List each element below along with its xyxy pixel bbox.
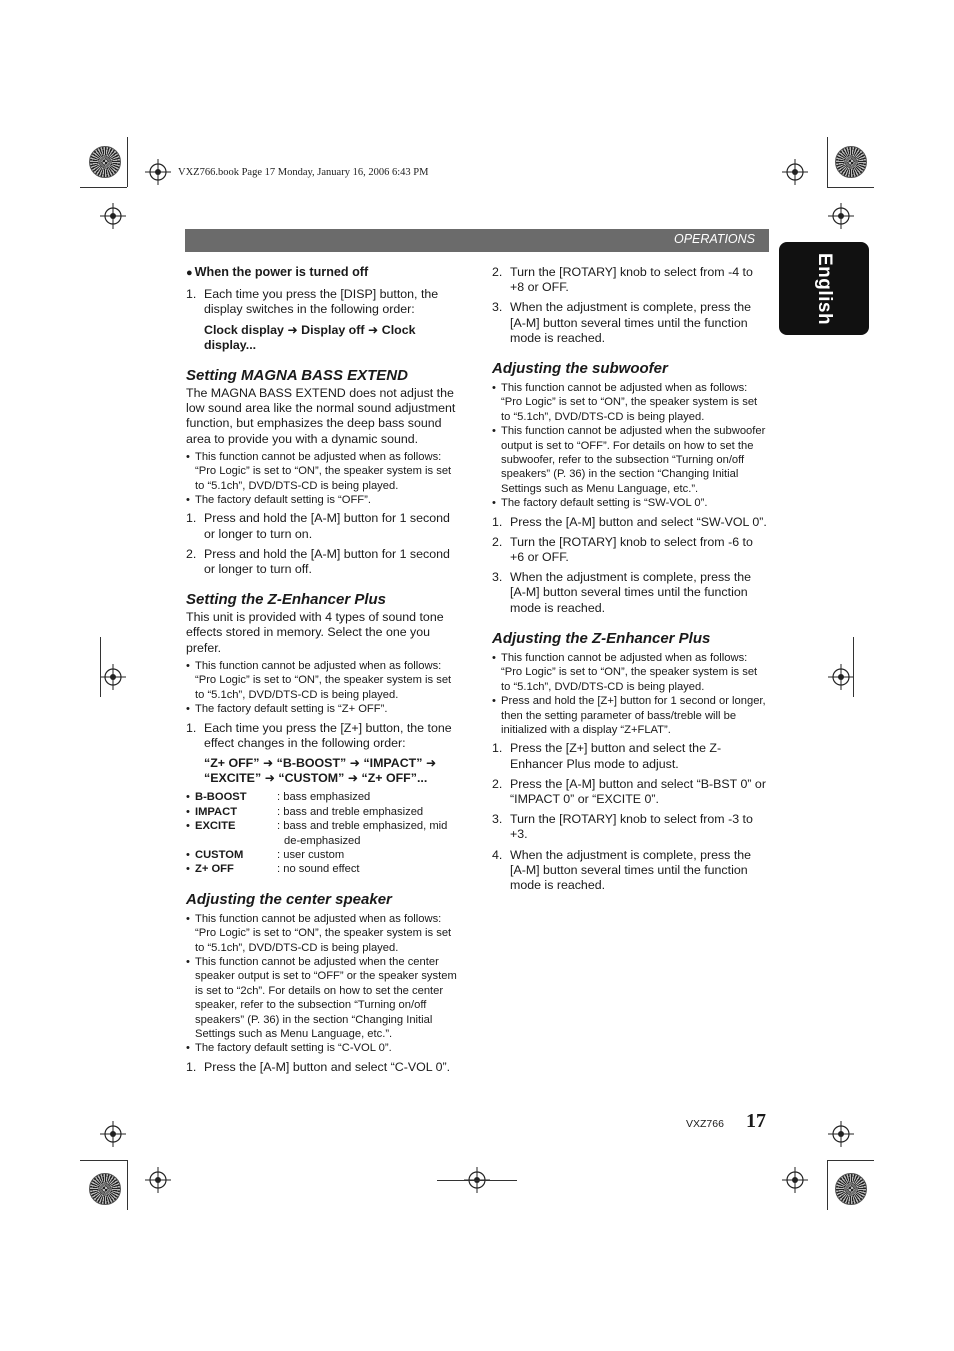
step-item: 1. Each time you press the [Z+] button, the tone effect changes in the following order: — [186, 720, 452, 750]
list-item: • IMPACT : bass and treble emphasized — [186, 805, 462, 819]
bullet-icon: ● — [186, 267, 193, 279]
step-item: 2. Turn the [ROTARY] knob to select from -4 to +8 or OFF. — [492, 265, 753, 295]
magna-section-title: Setting MAGNA BASS EXTEND — [186, 367, 408, 385]
trim-mark — [80, 187, 127, 188]
note-item: • The factory default setting is “OFF”. — [186, 493, 462, 507]
z-enhancer-sequence: “Z+ OFF” ➜ “B-BOOST” ➜ “IMPACT” ➜ “EXCITE” ➜ “CUSTOM” ➜ “Z+ OFF”... — [204, 755, 437, 786]
center-speaker-steps — [186, 1060, 462, 1075]
crosshair-mark-bottom-right — [782, 1167, 808, 1193]
trim-mark — [827, 187, 874, 188]
step-item: 1. Press the [Z+] button and select the Z-Enhancer Plus mode to adjust. — [492, 741, 722, 771]
step-item: 1. Press and hold the [A-M] button for 1 second or longer to turn on. — [186, 511, 450, 541]
note-item: • This function cannot be adjusted when as follows: “Pro Logic” is set to “ON”, the speaker system is set to “5.1ch”, DVD/DTS-CD is being played. — [492, 651, 768, 694]
note-item: • Press and hold the [Z+] button for 1 second or longer, then the setting parameter of bass/treble will be initialized with a display “Z+FLAT”. — [492, 694, 768, 737]
step-item: 2. Press and hold the [A-M] button for 1 second or longer to turn off. — [186, 546, 450, 577]
z-enhancer-steps — [186, 721, 462, 751]
power-off-heading: ● When the power is turned off — [186, 265, 369, 279]
note-item: • This function cannot be adjusted when as follows: “Pro Logic” is set to “ON”, the speaker system is set to “5.1ch”, DVD/DTS-CD is being played. — [186, 659, 462, 702]
color-registration-rosette-bottom-left — [89, 1173, 121, 1205]
print-info-line: VXZ766.book Page 17 Monday, January 16, 2006 6:43 PM — [178, 167, 429, 178]
z-enhancer-section-title: Setting the Z-Enhancer Plus — [186, 591, 387, 609]
trim-mark — [437, 1180, 517, 1181]
note-item: • This function cannot be adjusted when as follows: “Pro Logic” is set to “ON”, the speaker system is set to “5.1ch”, DVD/DTS-CD is being played. — [492, 381, 768, 424]
step-item: 1. Press the [A-M] button and select “SW-VOL 0”. — [492, 514, 767, 529]
list-item: • EXCITE : bass and treble emphasized, mid de-emphasized — [186, 819, 462, 848]
section-header-label: OPERATIONS — [673, 232, 755, 246]
magna-body: The MAGNA BASS EXTEND does not adjust the low sound area like the normal sound adjustment function, but emphasizes the deep bass sound area to provide you with a dynamic sound. — [186, 386, 456, 446]
z-enhancer-body: This unit is provided with 4 types of sound tone effects stored in memory. Select the one you prefer. — [186, 610, 444, 655]
subwoofer-notes — [492, 381, 768, 511]
color-registration-rosette-top-right — [835, 146, 867, 178]
trim-mark — [827, 1160, 828, 1210]
trim-mark — [127, 1160, 128, 1210]
crosshair-mark-upper-left — [100, 203, 126, 229]
note-item: • This function cannot be adjusted when the center speaker output is set to “OFF” or the speaker system is set to “2ch”. For details on how to set the center speaker, refer to the subsection “Turning on/off speakers” (P. 36) in the section “Changing Initial Settings such as Menu Language, etc.”. — [186, 955, 462, 1041]
trim-mark — [827, 1160, 874, 1161]
center-speaker-notes — [186, 912, 462, 1056]
step-item: 3. Turn the [ROTARY] knob to select from -3 to +3. — [492, 812, 753, 842]
footer-model-number: VXZ766 — [686, 1118, 724, 1130]
list-item: • Z+ OFF : no sound effect — [186, 862, 462, 876]
step-item: 2. Turn the [ROTARY] knob to select from -6 to +6 or OFF. — [492, 534, 753, 565]
sound-mode-list — [186, 790, 462, 876]
color-registration-rosette-bottom-right — [835, 1173, 867, 1205]
magna-notes — [186, 450, 462, 508]
magna-steps — [186, 511, 462, 577]
note-item: • The factory default setting is “SW-VOL 0”. — [492, 496, 768, 510]
z-enhancer-adjust-steps — [492, 741, 768, 893]
center-speaker-steps-continued — [492, 265, 768, 346]
step-item: 3. When the adjustment is complete, press the [A-M] button several times until the function mode is reached. — [492, 570, 752, 615]
subwoofer-section-title: Adjusting the subwoofer — [492, 360, 668, 378]
list-item: • B-BOOST : bass emphasized — [186, 790, 462, 804]
language-tab-label: English — [814, 252, 835, 325]
crosshair-mark-top-right — [782, 159, 808, 185]
z-enhancer-adjust-section-title: Adjusting the Z-Enhancer Plus — [492, 629, 711, 647]
crosshair-mark-mid-left — [100, 664, 126, 690]
center-speaker-section-title: Adjusting the center speaker — [186, 890, 392, 908]
crosshair-mark-lower-left — [100, 1121, 126, 1147]
crosshair-mark-top-left — [145, 159, 171, 185]
note-item: • The factory default setting is “Z+ OFF”. — [186, 702, 462, 716]
crosshair-mark-upper-right — [828, 203, 854, 229]
trim-mark — [100, 637, 101, 697]
crosshair-mark-lower-right — [828, 1121, 854, 1147]
right-column — [492, 265, 768, 898]
color-registration-rosette-top-left — [89, 146, 121, 178]
step-item: 1. Each time you press the [DISP] button, the display switches in the following order: — [186, 287, 439, 317]
step-item: 2. Press the [A-M] button and select “B-BST 0” or “IMPACT 0” or “EXCITE 0”. — [492, 776, 766, 806]
z-enhancer-notes — [186, 659, 462, 717]
trim-mark — [80, 1160, 127, 1161]
step-item: 1. Press the [A-M] button and select “C-VOL 0”. — [186, 1059, 451, 1074]
note-item: • This function cannot be adjusted when as follows: “Pro Logic” is set to “ON”, the speaker system is set to “5.1ch”, DVD/DTS-CD is being played. — [186, 912, 462, 955]
step-item: 3. When the adjustment is complete, press the [A-M] button several times until the function mode is reached. — [492, 300, 752, 345]
trim-mark — [853, 637, 854, 697]
step-item: 4. When the adjustment is complete, press the [A-M] button several times until the function mode is reached. — [492, 847, 752, 892]
note-item: • This function cannot be adjusted when as follows: “Pro Logic” is set to “ON”, the speaker system is set to “5.1ch”, DVD/DTS-CD is being played. — [186, 450, 462, 493]
trim-mark — [827, 137, 828, 187]
list-item: • CUSTOM : user custom — [186, 848, 462, 862]
power-off-sequence: Clock display ➜ Display off ➜ Clock display... — [204, 322, 416, 352]
note-item: • This function cannot be adjusted when the subwoofer output is set to “OFF”. For details on how to set the subwoofer, refer to the subsection “Turning on/off speakers” (P. 36) in the section “Changing Initial Settings such as Menu Language, etc.”. — [492, 424, 768, 496]
trim-mark — [127, 137, 128, 187]
language-tab — [779, 242, 869, 335]
crosshair-mark-mid-right — [828, 664, 854, 690]
page-number: 17 — [746, 1110, 766, 1132]
left-column — [186, 265, 462, 1080]
note-item: • The factory default setting is “C-VOL 0”. — [186, 1041, 462, 1055]
subwoofer-steps — [492, 515, 768, 616]
power-off-steps — [186, 287, 462, 317]
crosshair-mark-bottom-left — [145, 1167, 171, 1193]
section-header-bar — [185, 229, 769, 252]
z-enhancer-adjust-notes — [492, 651, 768, 737]
